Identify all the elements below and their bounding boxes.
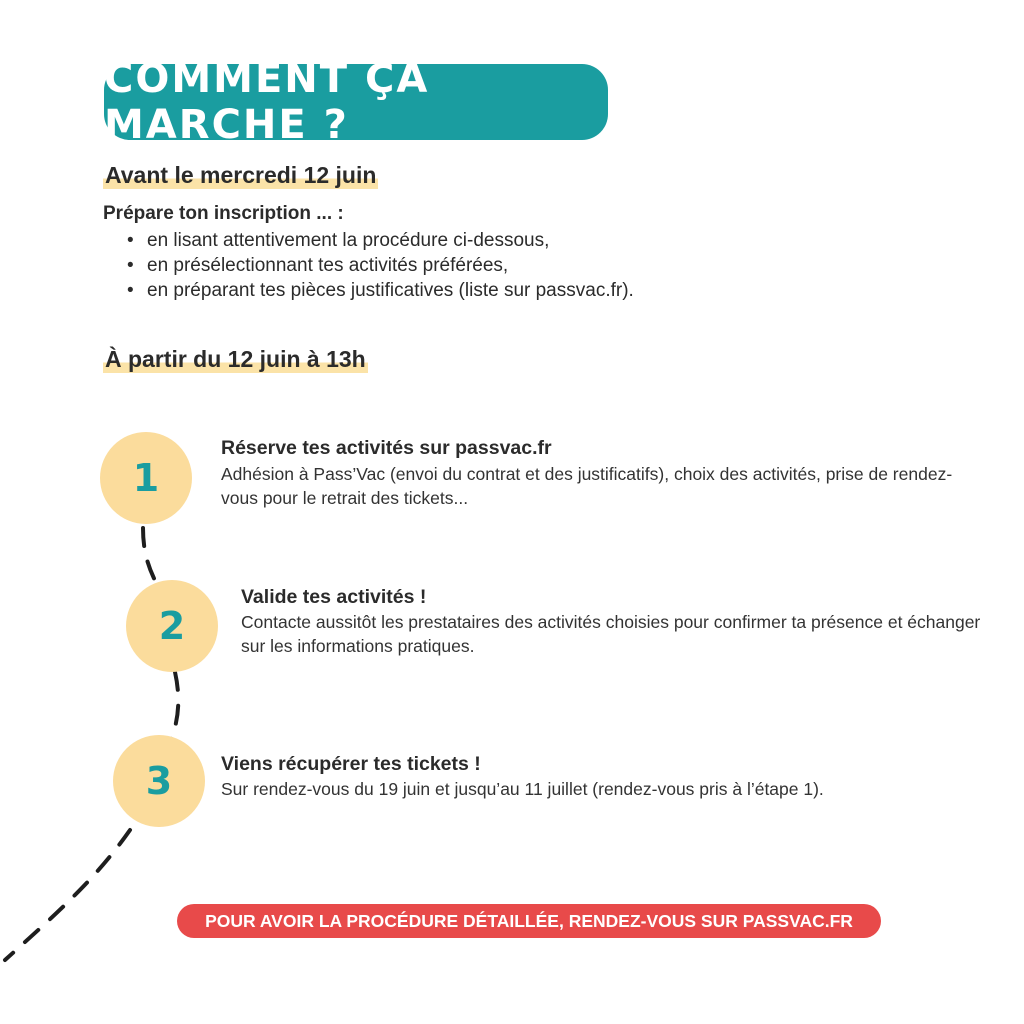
step-3-text: Sur rendez-vous du 19 juin et jusqu’au 11 juillet (rendez-vous pris à l’étape 1). bbox=[221, 779, 824, 799]
prep-title: Prépare ton inscription ... : bbox=[103, 203, 344, 224]
step-number: 2 bbox=[158, 604, 186, 648]
cta-banner[interactable]: POUR AVOIR LA PROCÉDURE DÉTAILLÉE, RENDEZ-VOUS SUR PASSVAC.FR bbox=[177, 904, 881, 938]
step-2-badge bbox=[126, 580, 218, 672]
step-number: 1 bbox=[132, 456, 160, 500]
list-item: • en lisant attentivement la procédure ci-dessous, bbox=[127, 228, 634, 253]
list-item: • en présélectionnant tes activités préférées, bbox=[127, 253, 634, 278]
step-1-text: Adhésion à Pass’Vac (envoi du contrat et des justificatifs), choix des activités, prise de rendez-vous pour le retrait des tickets... bbox=[221, 464, 953, 508]
step-2-text: Contacte aussitôt les prestataires des activités choisies pour confirmer ta présence et échanger sur les informations pratiques. bbox=[241, 612, 981, 656]
step-number: 3 bbox=[145, 759, 173, 803]
step-3-title: Viens récupérer tes tickets ! bbox=[221, 753, 481, 775]
step-1-badge bbox=[100, 432, 192, 524]
section-heading-before: Avant le mercredi 12 juin bbox=[105, 162, 377, 188]
page-title: COMMENT ÇA MARCHE ? bbox=[104, 56, 430, 148]
list-item: • en préparant tes pièces justificatives (liste sur passvac.fr). bbox=[127, 278, 634, 303]
section-heading-from: À partir du 12 juin à 13h bbox=[105, 346, 366, 372]
step-3-badge bbox=[113, 735, 205, 827]
step-2-title: Valide tes activités ! bbox=[241, 586, 427, 608]
step-1-title: Réserve tes activités sur passvac.fr bbox=[221, 437, 552, 459]
